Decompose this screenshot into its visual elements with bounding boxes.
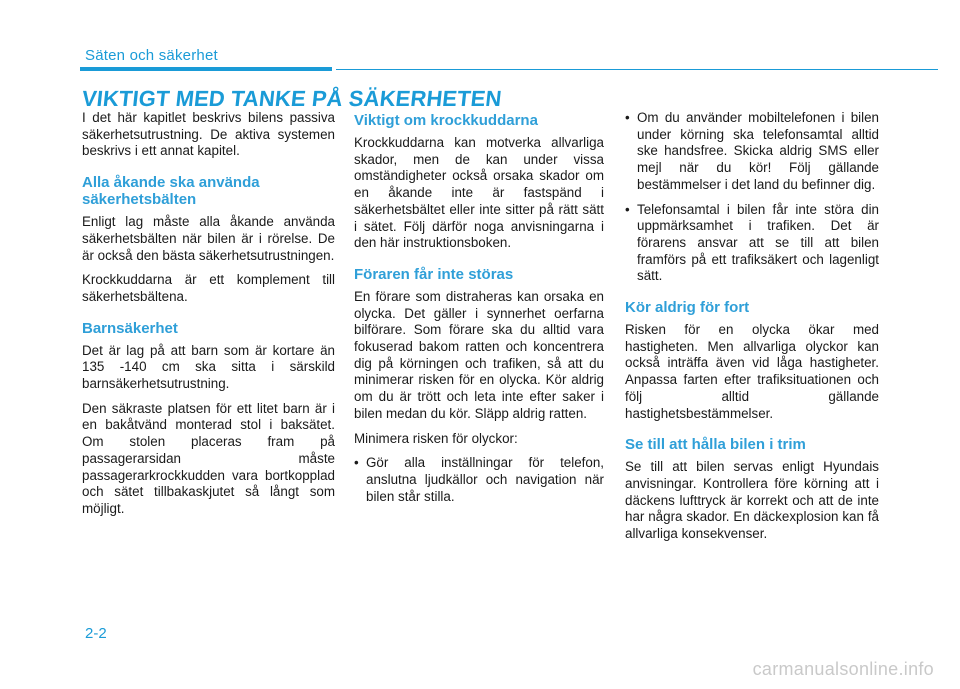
belts-paragraph-2: Krockkuddarna är ett komplement till säkerhetsbältena. xyxy=(82,272,335,304)
speed-paragraph: Risken för en olycka ökar med hastigheten. Men allvarliga olyckor kan också inträffa även vid låga hastigheter. Anpassa farten efter trafiksituationen och följ alltid gällande hastighetsbestämmelser. xyxy=(625,322,879,421)
airbag-paragraph: Krockkuddarna kan motverka allvarliga skador, men de kan under vissa omständigheter också orsaka skador om en åkande inte är fastspänd i säkerhetsbältet eller inte sitter på rätt sätt i sätet. Följ därför noga anvisningarna i den här instruktionsboken. xyxy=(354,135,604,251)
section-heading-driver: Föraren får inte störas xyxy=(354,265,514,283)
section-heading-child: Barnsäkerhet xyxy=(82,319,178,337)
bullet-item: • Telefonsamtal i bilen får inte störa din uppmärksamhet i trafiken. Det är förarens ansvar att se till att bilen framförs på ett trafiksäkert och lagenligt sätt. xyxy=(625,202,879,286)
section-label: Säten och säkerhet xyxy=(85,47,218,64)
section-heading-airbag: Viktigt om krockkuddarna xyxy=(354,112,538,129)
child-paragraph-2: Den säkraste platsen för ett litet barn är i en bakåtvänd monterad stol i baksätet. Om stolen placeras fram på passagerarsidan måste passagerarkrockkudden vara bortkopplad och sätet tillbakaskjutet så långt som möjligt. xyxy=(82,400,335,516)
belts-paragraph-1: Enligt lag måste alla åkande använda säkerhetsbälten när bilen är i rörelse. De är också den bästa säkerhetsutrustningen. xyxy=(82,214,335,263)
section-heading-belts: Alla åkande ska använda säkerhetsbälten xyxy=(82,174,260,209)
intro-paragraph: I det här kapitlet beskrivs bilens passiva säkerhetsutrustning. De aktiva systemen beskrivs i ett annat kapitel. xyxy=(82,110,335,159)
section-heading-trim: Se till att hålla bilen i trim xyxy=(625,436,806,454)
watermark: carmanualsonline.info xyxy=(752,659,934,679)
column-3 xyxy=(625,110,879,551)
column-1 xyxy=(82,110,335,526)
child-paragraph-1: Det är lag på att barn som är kortare än 135 -140 cm ska sitta i särskild barnsäkerhetsutrustning. xyxy=(82,342,335,392)
bullet-item: • Om du använder mobiltelefonen i bilen under körning ska telefonsamtal alltid ske handsfree. Skicka aldrig SMS eller mejl när du kör! Följ gällande bestämmelser i det land du befinner dig. xyxy=(625,110,879,194)
minimize-paragraph: Minimera risken för olyckor: xyxy=(354,430,518,446)
header-rule-thin xyxy=(336,69,938,70)
header-rule-thick xyxy=(80,67,332,71)
trim-paragraph: Se till att bilen servas enligt Hyundais anvisningar. Kontrollera före körning att i däckens lufttryck är korrekt och att de inte har några skador. En däckexplosion kan få allvarliga konsekvenser. xyxy=(625,459,879,542)
page-heading: VIKTIGT MED TANKE PÅ SÄKERHETEN xyxy=(80,86,503,111)
driver-paragraph: En förare som distraheras kan orsaka en olycka. Det gäller i synnerhet oerfarna bilförare. Som förare ska du alltid vara fokuserad bakom ratten och koncentrera dig på körningen och trafiken, så att du minimerar risken för en olycka. Kör aldrig om du är trött och leta inte efter saker i bilen medan du kör. Släpp aldrig ratten. xyxy=(354,288,604,421)
column-2 xyxy=(354,110,604,513)
bullet-list-1 xyxy=(354,455,604,505)
bullet-list-2 xyxy=(625,110,879,285)
page-number: 2-2 xyxy=(85,625,107,642)
bullet-item: • Gör alla inställningar för telefon, anslutna ljudkällor och navigation när bilen står stilla. xyxy=(354,455,604,505)
section-heading-speed: Kör aldrig för fort xyxy=(625,299,750,317)
